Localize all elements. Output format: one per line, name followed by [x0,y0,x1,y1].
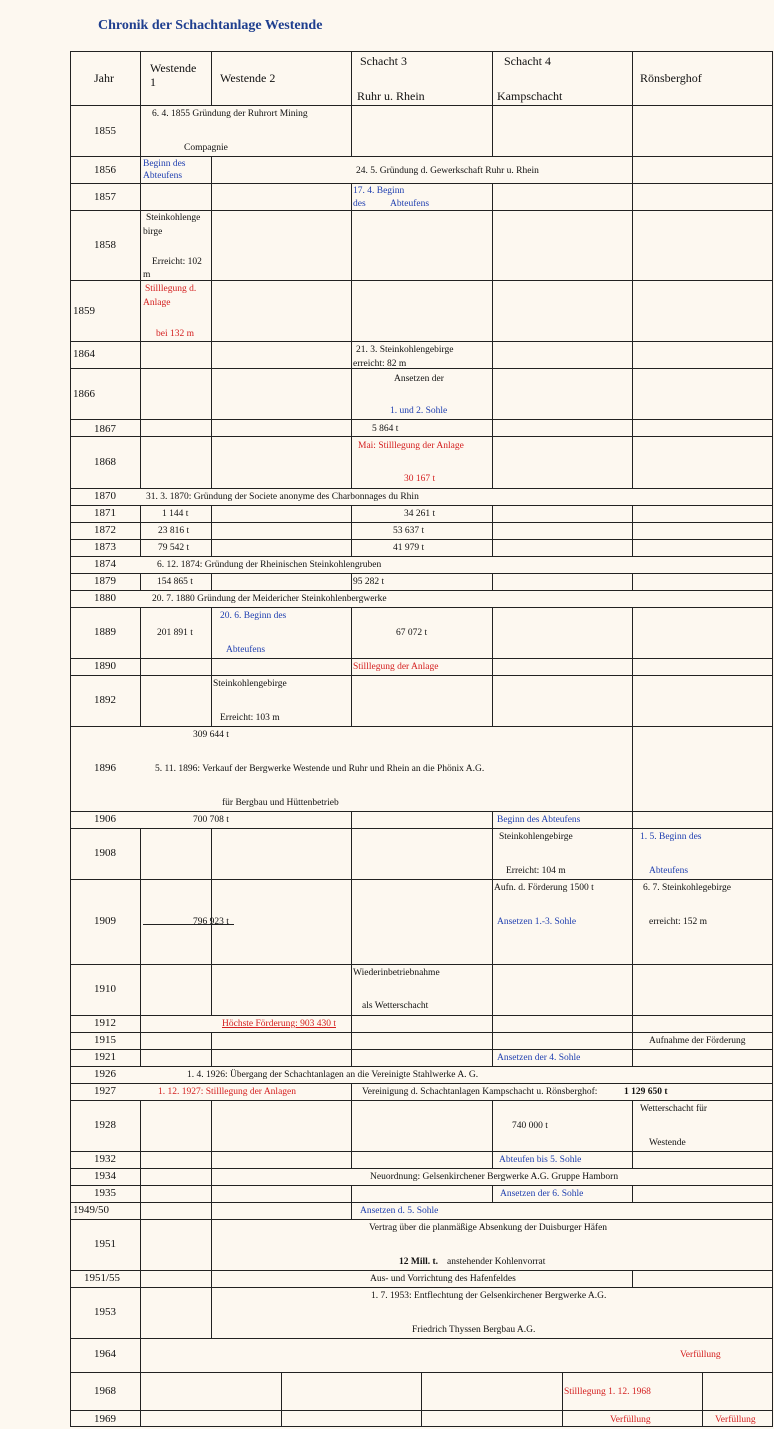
cell-text: 1. 12. 1927: Stilllegung der Anlagen [158,1087,297,1097]
year-label: 1935 [94,1187,116,1199]
year-label: 1867 [94,423,116,435]
year-label: 1864 [73,348,95,360]
cell-text: Ansetzen der [394,374,444,384]
cell-text: 21. 3. Steinkohlengebirge [356,345,454,355]
year-label: 1951 [94,1238,116,1250]
cell-text: birge [143,227,163,237]
cell-text: Stilllegung d. [145,284,197,294]
cell-text: bei 132 m [156,329,194,339]
year-label: 1912 [94,1017,116,1029]
cell-text: Wiederinbetriebnahme [353,968,440,978]
year-label: 1906 [94,813,116,825]
cell-text: für Bergbau und Hüttenbetrieb [222,798,339,808]
cell-text: Wetterschacht für [640,1104,708,1114]
header-schacht4: Schacht 4 [504,54,551,68]
cell-text: Ansetzen der 6. Sohle [500,1189,584,1199]
cell-text: Ansetzen d. 5. Sohle [360,1206,439,1216]
cell-text: 34 261 t [404,509,436,519]
cell-text: Erreicht: 103 m [220,713,280,723]
cell-text: 95 282 t [353,577,385,587]
cell-text: Abteufens [649,866,689,876]
cell-text: 24. 5. Gründung d. Gewerkschaft Ruhr u. Rhein [356,166,539,176]
cell-text: 12 Mill. t. [399,1257,439,1267]
cell-text: Abteufens [226,645,266,655]
cell-text: Steinkohlenge [146,213,201,223]
cell-text: Steinkohlengebirge [213,679,287,689]
cell-text: 201 891 t [157,628,193,638]
cell-text: Compagnie [184,143,228,153]
cell-text: 1 144 t [162,509,189,519]
cell-text: 79 542 t [158,543,190,553]
cell-text: Abteufens [143,171,183,181]
cell-text: 1. 7. 1953: Entflechtung der Gelsenkirchener Bergwerke A.G. [371,1291,607,1301]
year-label: 1892 [94,694,116,706]
year-label: 1968 [94,1385,116,1397]
cell-text: Neuordnung: Gelsenkirchener Bergwerke A.G. Gruppe Hamborn [370,1172,619,1182]
year-label: 1866 [73,388,95,400]
header-westende2: Westende 2 [220,71,276,85]
cell-text: 5. 11. 1896: Verkauf der Bergwerke Westende und Ruhr und Rhein an die Phönix A.G. [155,764,485,774]
cell-text: Ansetzen der 4. Sohle [497,1053,581,1063]
cell-text: 1. 4. 1926: Übergang der Schachtanlagen an die Vereinigte Stahlwerke A. G. [187,1070,479,1080]
page-title: Chronik der Schachtanlage Westende [98,18,323,33]
cell-text: 740 000 t [512,1121,548,1131]
header-ruhr-rhein: Ruhr u. Rhein [357,89,425,103]
year-label: 1964 [94,1348,116,1360]
cell-text: 1. und 2. Sohle [390,406,448,416]
cell-text: erreicht: 152 m [649,917,708,927]
year-label: 1871 [94,507,116,519]
cell-text: 1 129 650 t [624,1087,668,1097]
cell-text: erreicht: 82 m [353,359,407,369]
year-label: 1926 [94,1068,116,1080]
header-roensberghof: Rönsberghof [640,71,702,85]
header-kampschacht: Kampschacht [497,89,563,103]
year-label: 1858 [94,239,116,251]
cell-text: 154 865 t [157,577,193,587]
cell-text: Vereinigung d. Schachtanlagen Kampschacht u. Rönsberghof: [362,1087,598,1097]
cell-text: 17. 4. Beginn [353,186,405,196]
year-label: 1908 [94,847,116,859]
cell-text: 6. 4. 1855 Gründung der Ruhrort Mining [152,109,308,119]
cell-text: Friedrich Thyssen Bergbau A.G. [412,1325,536,1335]
year-label: 1928 [94,1119,116,1131]
year-label: 1949/50 [73,1204,110,1216]
cell-text: 53 637 t [393,526,425,536]
year-label: 1910 [94,983,116,995]
year-label: 1909 [94,915,116,927]
cell-text: des [353,199,366,209]
cell-text: Abteufens [390,199,430,209]
cell-text: 6. 7. Steinkohlegebirge [643,883,731,893]
year-label: 1921 [94,1051,116,1063]
cell-text: 23 816 t [158,526,190,536]
year-label: 1874 [94,558,116,570]
year-label: 1889 [94,626,116,638]
year-label: 1927 [94,1085,116,1097]
year-label: 1951/55 [84,1272,121,1284]
year-label: 1855 [94,125,116,137]
year-label: 1896 [94,762,116,774]
cell-text: Verfüllung [610,1415,651,1425]
year-label: 1879 [94,575,116,587]
header-jahr: Jahr [94,71,114,85]
cell-text: Stilllegung der Anlage [353,662,439,672]
year-label: 1915 [94,1034,116,1046]
cell-text: Anlage [143,298,171,308]
cell-text: 31. 3. 1870: Gründung der Societe anonyme des Charbonnages du Rhin [146,492,419,502]
header-schacht3: Schacht 3 [360,54,407,68]
year-label: 1873 [94,541,116,553]
header-westende1: Westende [150,61,197,75]
cell-text: Mai: Stilllegung der Anlage [358,441,464,451]
cell-text: Beginn des Abteufens [497,815,581,825]
year-label: 1872 [94,524,116,536]
header-westende1-num: 1 [150,75,156,89]
year-label: 1868 [94,456,116,468]
cell-text: 67 072 t [396,628,428,638]
cell-text: Aufn. d. Förderung 1500 t [494,883,594,893]
year-label: 1934 [94,1170,116,1182]
cell-text: Erreicht: 104 m [506,866,566,876]
cell-text: Erreicht: 102 [152,257,202,267]
cell-text: anstehender Kohlenvorrat [447,1257,546,1267]
cell-text: 796 923 t [193,917,229,927]
year-label: 1857 [94,191,116,203]
year-label: 1932 [94,1153,116,1165]
cell-text: Höchste Förderung: 903 430 t [222,1019,336,1029]
cell-text: Beginn des [143,159,186,169]
cell-text: Verfüllung [715,1415,756,1425]
year-label: 1856 [94,164,116,176]
year-label: 1880 [94,592,116,604]
cell-text: 20. 7. 1880 Gründung der Meidericher Steinkohlenbergwerke [152,594,387,604]
cell-text: Westende [649,1138,686,1148]
cell-text: Abteufen bis 5. Sohle [499,1155,582,1165]
year-label: 1859 [73,305,95,317]
cell-text: Aus- und Vorrichtung des Hafenfeldes [370,1274,516,1284]
cell-text: 5 864 t [372,424,399,434]
cell-text: 309 644 t [193,730,229,740]
cell-text: 6. 12. 1874: Gründung der Rheinischen Steinkohlengruben [157,560,382,570]
cell-text: 41 979 t [393,543,425,553]
cell-text: 700 708 t [193,815,229,825]
year-label: 1969 [94,1413,116,1425]
cell-text: m [143,270,151,280]
cell-text: 30 167 t [404,474,436,484]
cell-text: Stilllegung 1. 12. 1968 [564,1387,651,1397]
cell-text: Vertrag über die planmäßige Absenkung der Duisburger Häfen [369,1223,608,1233]
cell-text: Aufnahme der Förderung [649,1036,746,1046]
cell-text: Steinkohlengebirge [499,832,573,842]
cell-text: 1. 5. Beginn des [640,832,702,842]
year-label: 1890 [94,660,116,672]
year-label: 1953 [94,1306,116,1318]
cell-text: als Wetterschacht [362,1001,429,1011]
cell-text: 20. 6. Beginn des [220,611,287,621]
cell-text: Ansetzen 1.-3. Sohle [497,917,577,927]
year-label: 1870 [94,490,116,502]
cell-text: Verfüllung [680,1350,721,1360]
